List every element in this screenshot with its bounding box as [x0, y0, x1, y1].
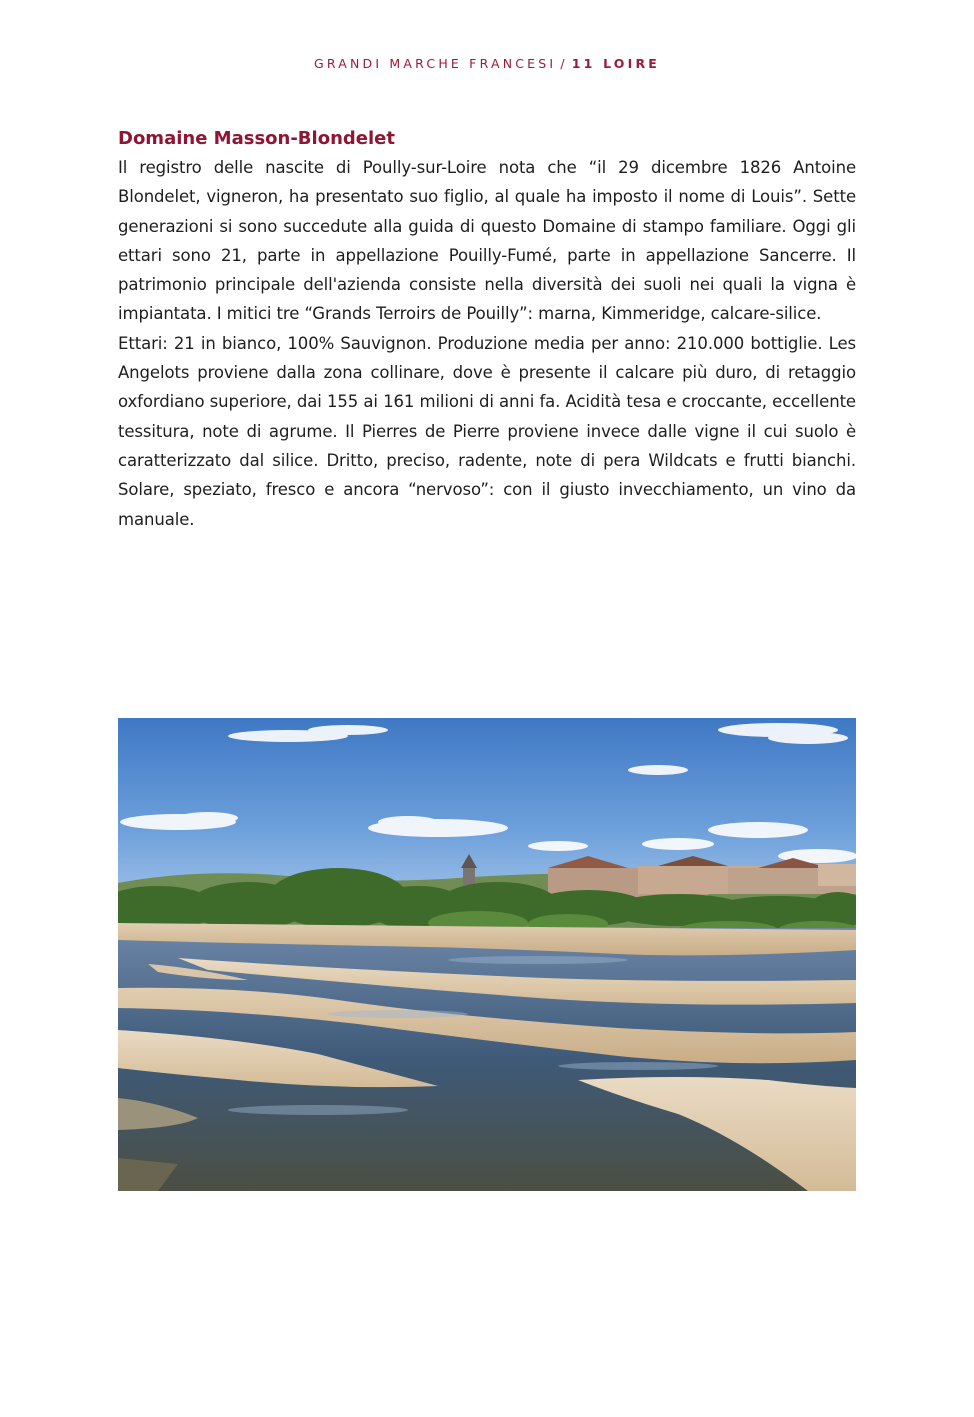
header-chapter: 11 LOIRE	[571, 56, 661, 71]
header-section: GRANDI MARCHE FRANCESI	[313, 56, 557, 71]
article-paragraph-2: Ettari: 21 in bianco, 100% Sauvignon. Produzione media per anno: 210.000 bottiglie. Les Angelots proviene dalla zona collinare, dove è presente il calcare più duro, di retaggio oxfordiano superiore, dai 155 ai 161 milioni di anni fa. Acidità tesa e croccante, eccellente tessitura, note di agrume. Il Pierres de Pierre proviene invece dalle vigne il cui suolo è caratterizzato dal silice. Dritto, preciso, radente, note di pera Wildcats e frutti bianchi. Solare, speziato, fresco e ancora “nervoso”: con il giusto invecchiamento, un vino da manuale.	[118, 333, 856, 529]
running-header	[0, 56, 974, 71]
article-paragraph-1: Il registro delle nascite di Poully-sur-Loire nota che “il 29 dicembre 1826 Antoine Blondelet, vigneron, ha presentato suo figlio, al quale ha imposto il nome di Louis”. Sette generazioni si sono succedute alla guida di questo Domaine di stampo familiare. Oggi gli ettari sono 21, parte in appellazione Pouilly-Fumé, parte in appellazione Sancerre. Il patrimonio principale dell'azienda consiste nella diversità dei suoli nei quali la vigna è impiantata. I mitici tre “Grands Terroirs de Pouilly”: marna, Kimmeridge, calcare-silice.	[118, 158, 856, 324]
article	[118, 124, 856, 534]
article-title: Domaine Masson-Blondelet	[118, 128, 395, 149]
loire-river-photo	[118, 718, 856, 1191]
header-separator: /	[560, 56, 568, 71]
